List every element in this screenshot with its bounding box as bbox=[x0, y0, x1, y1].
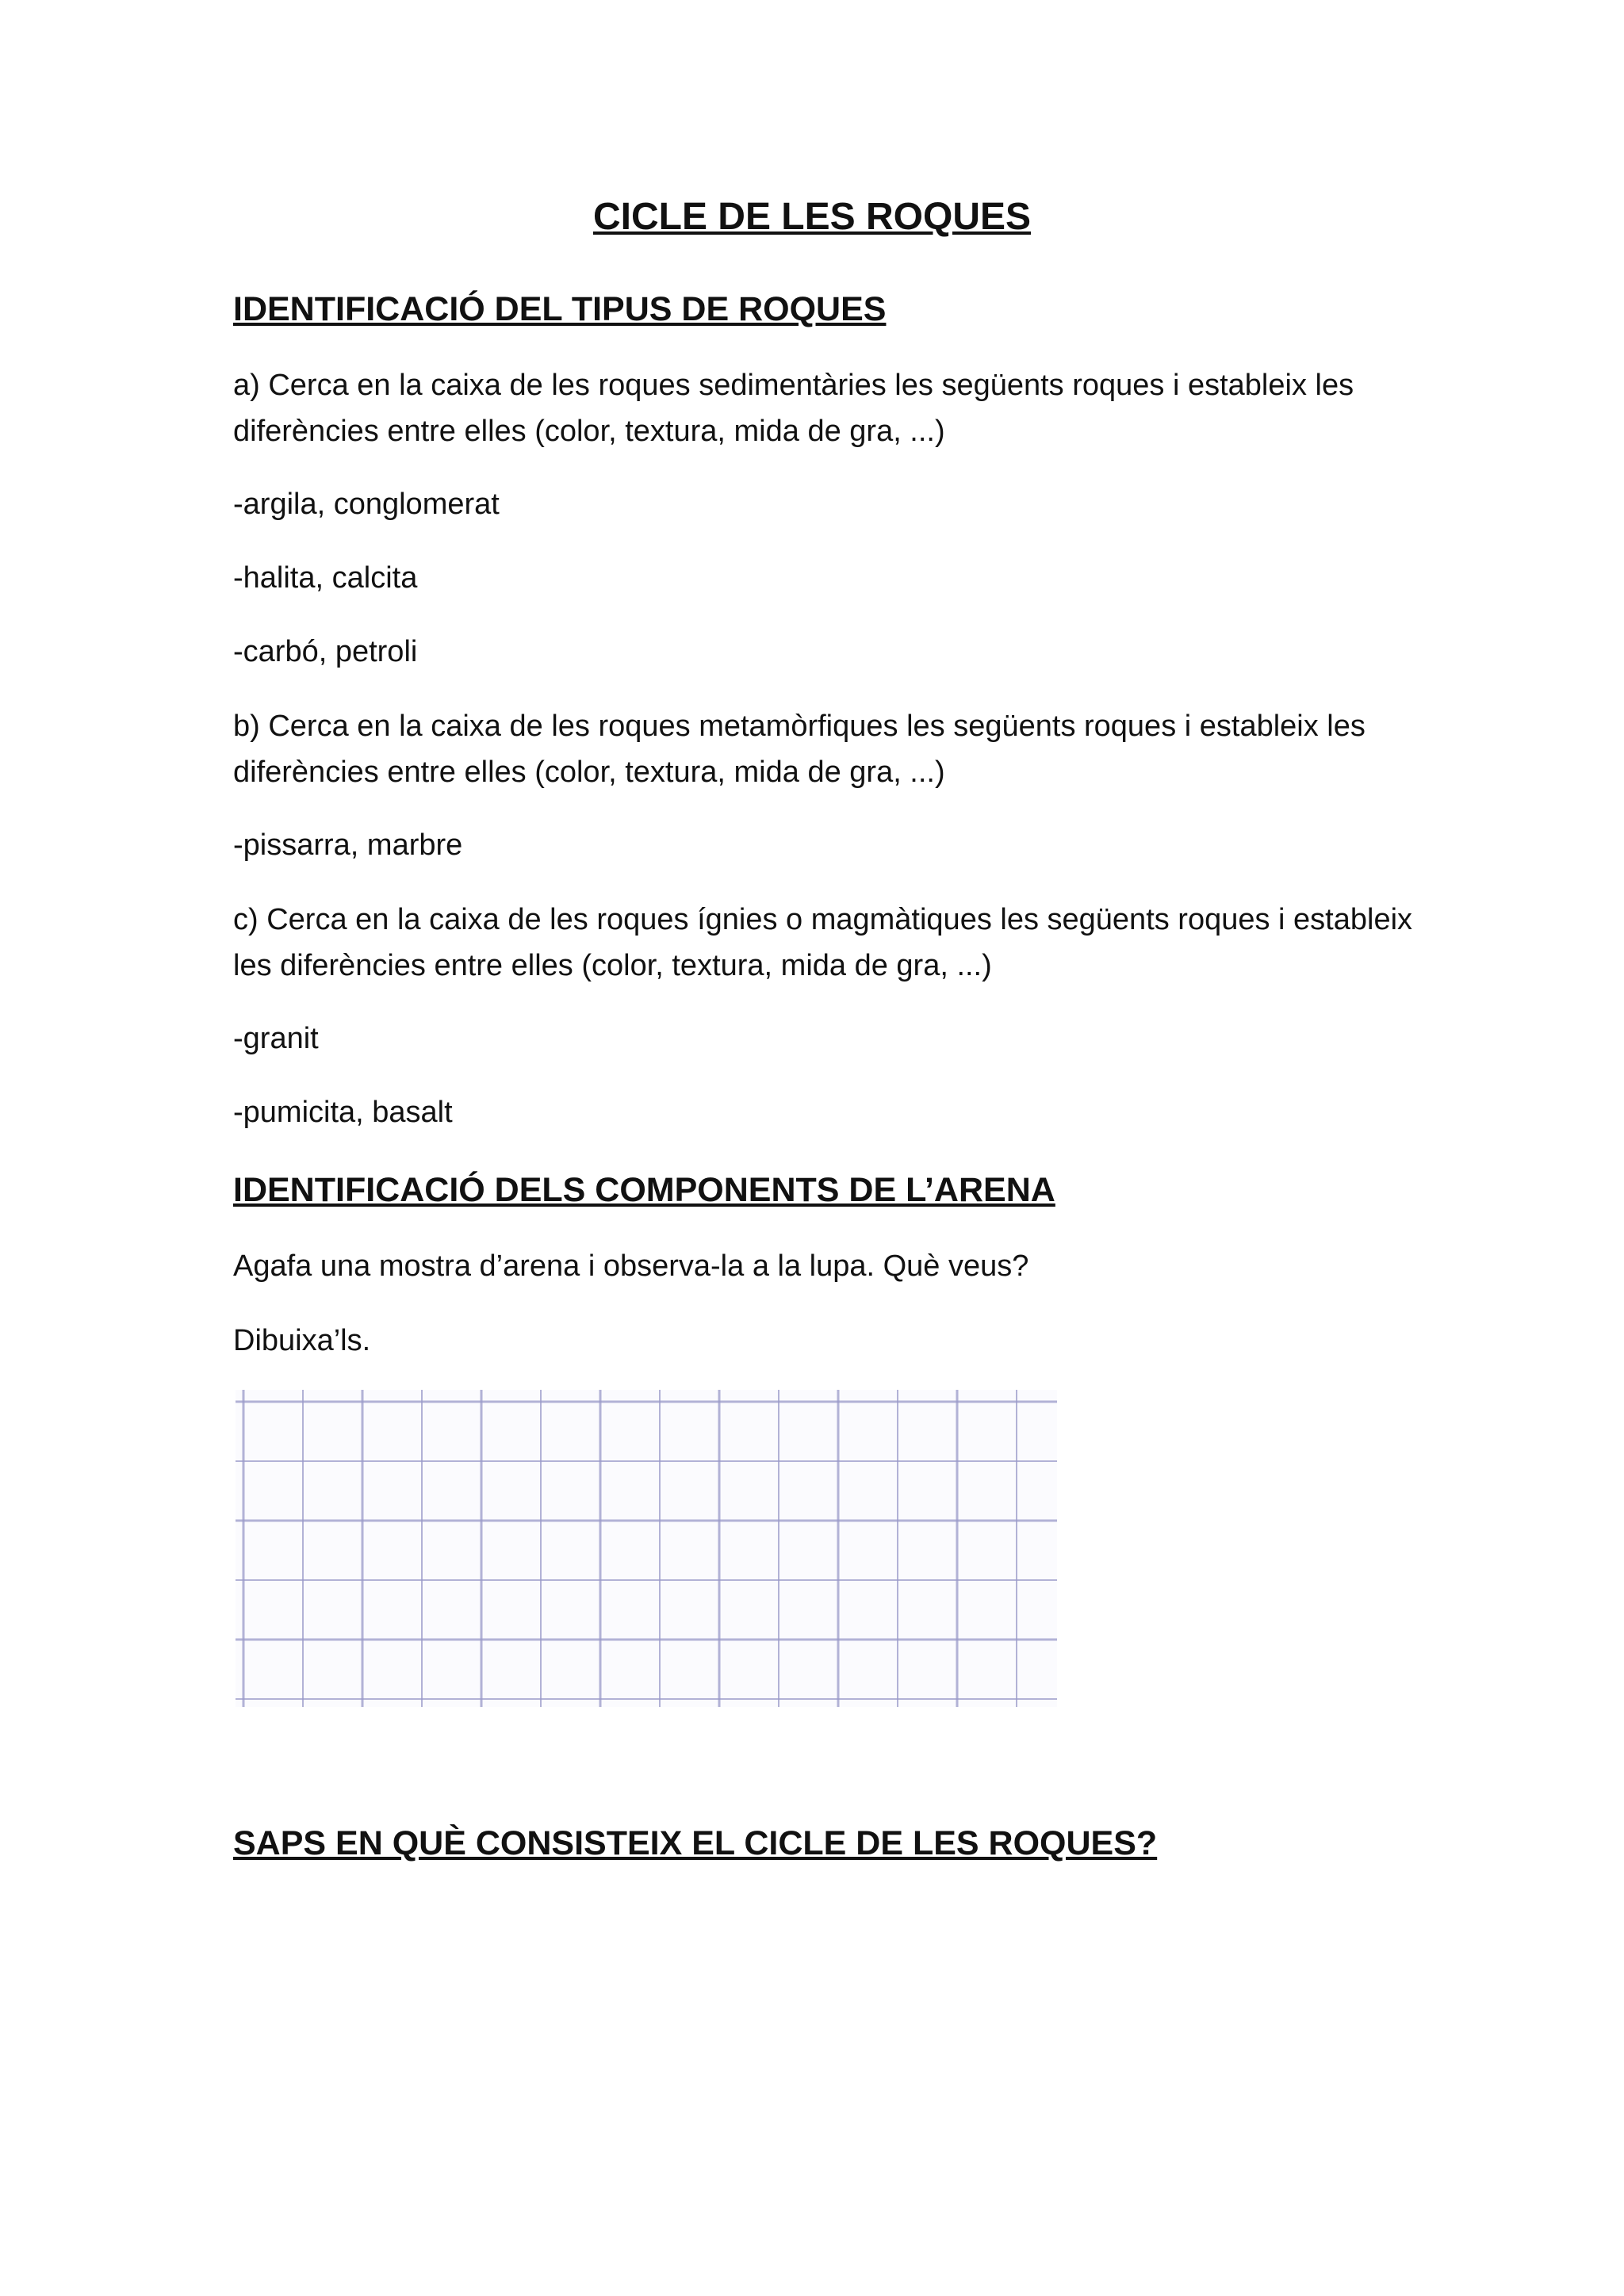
page-title: CICLE DE LES ROQUES bbox=[592, 196, 1032, 238]
list-item: -argila, conglomerat bbox=[233, 488, 500, 521]
exercise-b-line-1: b) Cerca en la caixa de les roques metamòrfiques les següents roques i estableix les bbox=[233, 710, 1365, 743]
exercise-b-text bbox=[233, 703, 1407, 795]
draw-prompt: Dibuixa’ls. bbox=[233, 1324, 371, 1357]
exercise-c-line-2: les diferències entre elles (color, textura, mida de gra, ...) bbox=[233, 949, 992, 982]
list-item: -pissarra, marbre bbox=[233, 828, 463, 862]
section-heading-rock-types: IDENTIFICACIÓ DEL TIPUS DE ROQUES bbox=[233, 290, 887, 328]
list-item: -granit bbox=[233, 1022, 319, 1055]
drawing-grid-area[interactable] bbox=[236, 1390, 1057, 1707]
exercise-a-text bbox=[233, 362, 1407, 454]
list-item: -halita, calcita bbox=[233, 561, 418, 595]
list-item: -pumicita, basalt bbox=[233, 1096, 453, 1129]
grid-paper bbox=[236, 1390, 1057, 1707]
section-heading-rock-cycle-question: SAPS EN QUÈ CONSISTEIX EL CICLE DE LES ROQUES? bbox=[233, 1824, 1158, 1862]
list-item: -carbó, petroli bbox=[233, 635, 418, 668]
exercise-a-line-2: diferències entre elles (color, textura, mida de gra, ...) bbox=[233, 415, 945, 448]
exercise-c-line-1: c) Cerca en la caixa de les roques ígnies o magmàtiques les següents roques i estableix bbox=[233, 903, 1413, 936]
sand-instruction: Agafa una mostra d’arena i observa-la a la lupa. Què veus? bbox=[233, 1249, 1029, 1283]
section-heading-sand-components: IDENTIFICACIÓ DELS COMPONENTS DE L’ARENA bbox=[233, 1171, 1055, 1209]
exercise-b-line-2: diferències entre elles (color, textura, mida de gra, ...) bbox=[233, 756, 945, 789]
exercise-a-line-1: a) Cerca en la caixa de les roques sedimentàries les següents roques i estableix les bbox=[233, 369, 1354, 402]
exercise-c-text bbox=[233, 897, 1413, 989]
